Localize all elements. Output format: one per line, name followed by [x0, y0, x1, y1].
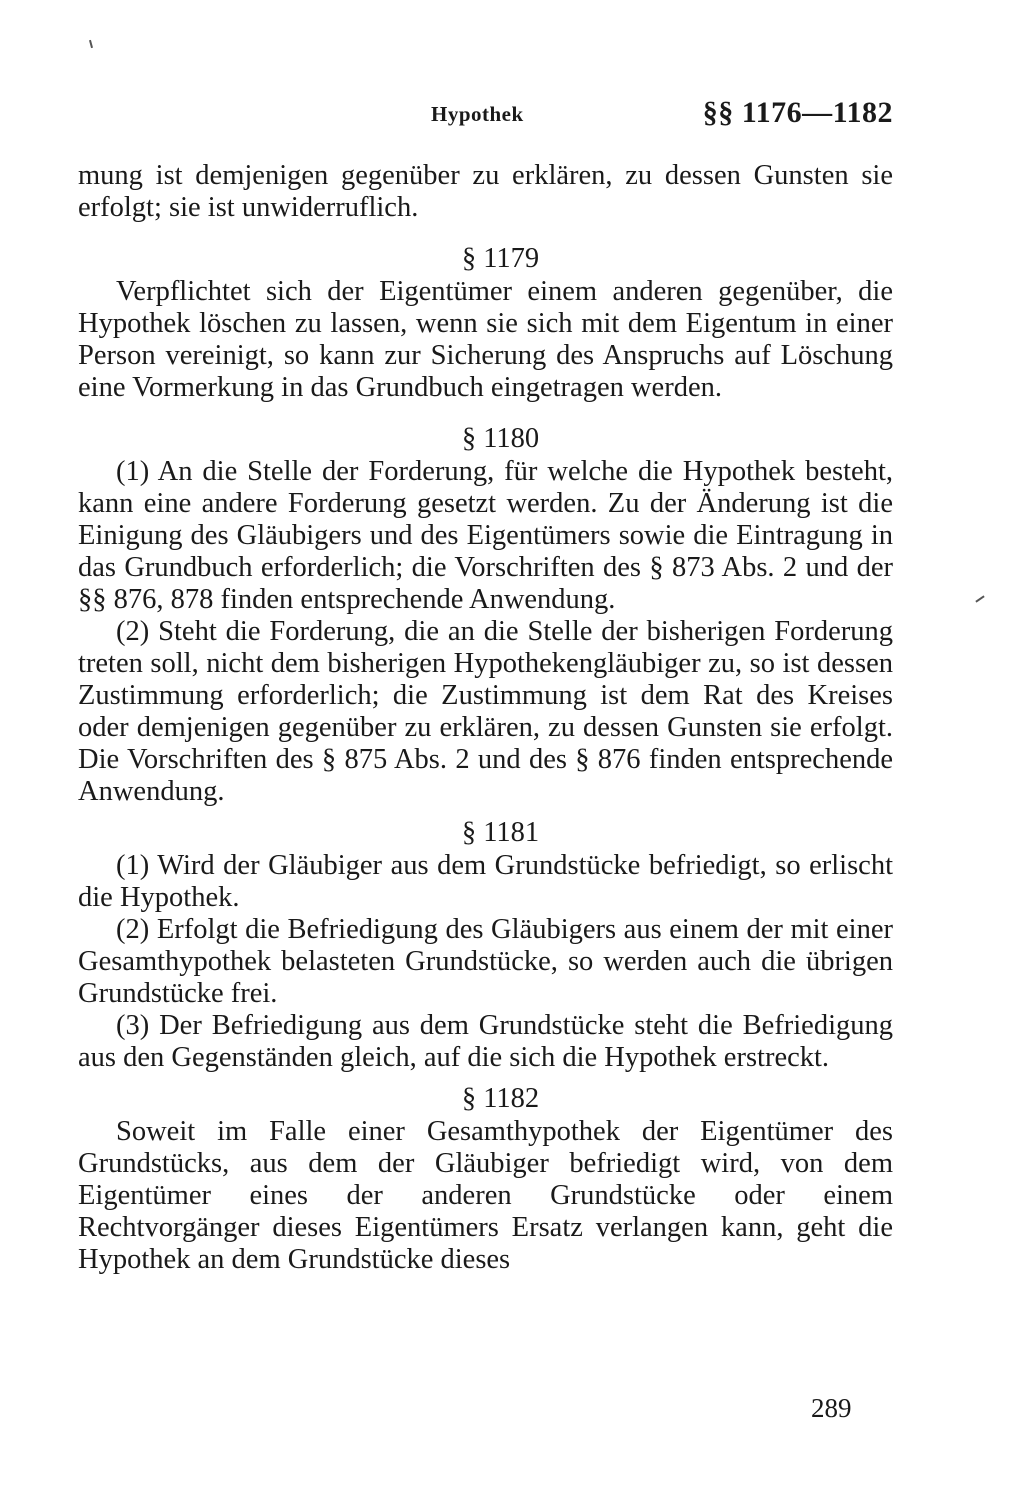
- section-heading-1181: § 1181: [461, 817, 540, 848]
- scan-speck: [975, 595, 984, 602]
- section-1180-paragraph-1: (1) An die Stelle der Forderung, für welche die Hypothek besteht, kann eine andere Forderung gesetzt werden. Zu der Änderung ist die Einigung des Gläubigers und des Eigentümers sowie die Eintragung in das Grundbuch erforderlich; die Vorschriften des § 873 Abs. 2 und der §§ 876, 878 finden entsprechende Anwendung.: [78, 456, 893, 615]
- running-header: [78, 96, 893, 140]
- section-heading-1182: § 1182: [461, 1083, 540, 1114]
- section-1181-paragraph-3: (3) Der Befriedigung aus dem Grundstücke steht die Befriedigung aus den Gegenständen gleich, auf die sich die Hypothek erstreckt.: [78, 1010, 893, 1073]
- section-1181-paragraph-1: (1) Wird der Gläubiger aus dem Grundstücke befriedigt, so erlischt die Hypothek.: [78, 850, 893, 913]
- section-1182-text: Soweit im Falle einer Gesamthypothek der Eigentümer des Grundstücks, aus dem der Gläubiger befriedigt wird, von dem Eigentümer eines der anderen Grundstücke oder einem Rechtvorgänger dieses Eigentümers Ersatz verlangen kann, geht die Hypothek an dem Grundstücke dieses: [78, 1116, 893, 1275]
- continuation-paragraph: mung ist demjenigen gegenüber zu erklären, zu dessen Gunsten sie erfolgt; sie ist unwiderruflich.: [78, 160, 893, 223]
- section-1181-paragraph-2: (2) Erfolgt die Befriedigung des Gläubigers aus einem der mit einer Gesamthypothek belasteten Grundstücke, so werden auch die übrigen Grundstücke frei.: [78, 914, 893, 1009]
- page-body: [78, 160, 893, 1276]
- running-header-section-range: §§ 1176—1182: [702, 96, 893, 129]
- running-header-title: Hypothek: [431, 102, 524, 126]
- section-1179-text: Verpflichtet sich der Eigentümer einem anderen gegenüber, die Hypothek löschen zu lassen, wenn sie sich mit dem Eigentum in einer Person vereinigt, so kann zur Sicherung des Anspruchs auf Löschung eine Vormerkung in das Grundbuch eingetragen werden.: [78, 276, 893, 403]
- section-heading-1180: § 1180: [461, 423, 540, 454]
- section-heading-1179: § 1179: [461, 243, 540, 274]
- scan-speck: [89, 40, 93, 48]
- section-1180-paragraph-2: (2) Steht die Forderung, die an die Stelle der bisherigen Forderung treten soll, nicht dem bisherigen Hypothekengläubiger zu, so ist dessen Zustimmung erforderlich; die Zustimmung ist dem Rat des Kreises oder demjenigen gegenüber zu erklären, zu dessen Gunsten sie erfolgt. Die Vorschriften des § 875 Abs. 2 und des § 876 finden entsprechende Anwendung.: [78, 616, 893, 807]
- page-number: 289: [811, 1393, 852, 1423]
